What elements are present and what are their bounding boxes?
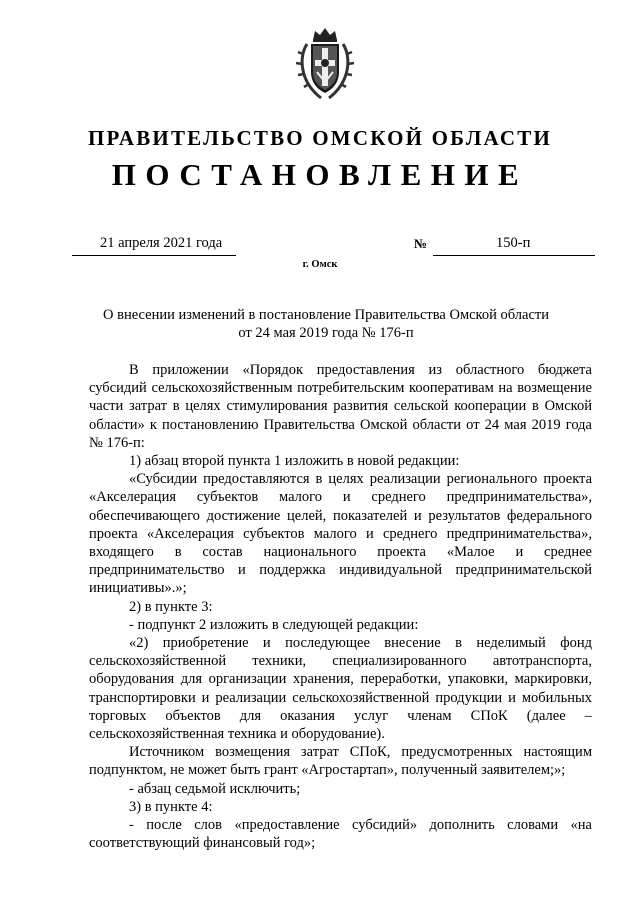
document-body <box>89 361 592 852</box>
body-paragraph: «Субсидии предоставляются в целях реализации регионального проекта «Акселерация субъектов малого и среднего предпринимательства», обеспечивающего достижение целей, показателей и результатов федерального проекта «Акселерация субъектов малого и среднего предпринимательства», входящего в состав национального проекта «Малое и среднее предпринимательство и поддержка индивидуальной предпринимательской инициативы».»; <box>89 471 592 597</box>
body-paragraph: - абзац седьмой исключить; <box>129 780 301 797</box>
number-underline <box>433 255 595 256</box>
document-subject <box>80 306 572 342</box>
body-paragraph: 3) в пункте 4: <box>129 798 213 815</box>
body-paragraph: Источником возмещения затрат СПоК, предусмотренных настоящим подпунктом, не может быть грант «Агростартап», полученный заявителем;»; <box>89 744 592 779</box>
body-paragraph: - после слов «предоставление субсидий» дополнить словами «на соответствующий финансовый год»; <box>89 817 592 852</box>
document-city: г. Омск <box>302 259 338 270</box>
body-paragraph: - подпункт 2 изложить в следующей редакции: <box>129 616 419 633</box>
subject-line-1: О внесении изменений в постановление Правительства Омской области <box>103 307 549 323</box>
body-paragraph: «2) приобретение и последующее внесение в неделимый фонд сельскохозяйственной техники, специализированного автотранспорта, оборудования для организации хранения, переработки, упаковки, маркировки, транспортировки и реализации сельскохозяйственной продукции и мобильных торговых объектов для оказания услуг членам СПоК (далее – сельскохозяйственная техника и оборудование). <box>89 635 592 743</box>
document-number: 150-п <box>496 235 531 251</box>
government-title: ПРАВИТЕЛЬСТВО ОМСКОЙ ОБЛАСТИ <box>87 126 552 150</box>
number-sign: № <box>414 236 428 251</box>
document-type-title: ПОСТАНОВЛЕНИЕ <box>111 157 529 192</box>
document-date: 21 апреля 2021 года <box>100 235 223 251</box>
subject-line-2: от 24 мая 2019 года № 176-п <box>238 325 414 341</box>
body-paragraph: 1) абзац второй пункта 1 изложить в новой редакции: <box>129 453 460 470</box>
date-underline <box>72 255 236 256</box>
body-paragraph: 2) в пункте 3: <box>129 598 213 615</box>
body-paragraph: В приложении «Порядок предоставления из областного бюджета субсидий сельскохозяйственным потребительским кооперативам на возмещение части затрат в целях стимулирования развития сельской кооперации в Омской области» к постановлению Правительства Омской области от 24 мая 2019 года № 176-п: <box>89 362 592 451</box>
omsk-coat-of-arms-icon <box>293 26 357 102</box>
